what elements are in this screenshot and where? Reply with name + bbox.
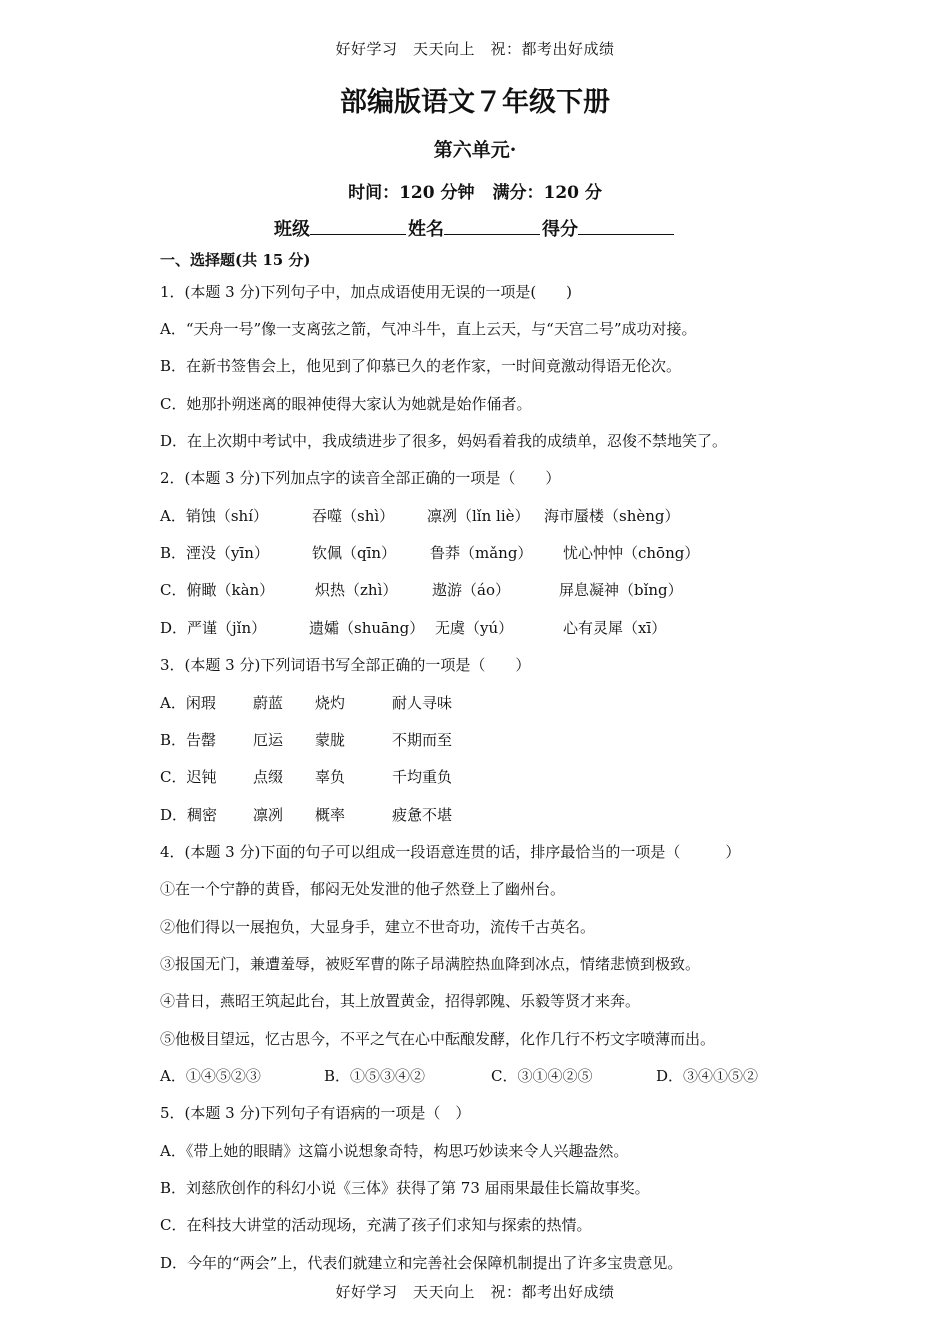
- question-5-option-d: D．今年的“两会”上，代表们就建立和完善社会保障机制提出了许多宝贵意见。: [160, 1254, 683, 1272]
- option-cell: B．①⑤③④②: [324, 1067, 426, 1085]
- class-label: 班级: [274, 219, 310, 240]
- option-cell: B．告罄: [160, 731, 217, 749]
- option-cell: 疲惫不堪: [392, 806, 453, 824]
- option-cell: B．湮没（yīn）: [160, 544, 269, 562]
- score-blank: [578, 214, 674, 235]
- question-1-stem: 1．(本题 3 分)下列句子中，加点成语使用无误的一项是( ): [160, 283, 573, 301]
- option-cell: 钦佩（qīn）: [312, 544, 397, 562]
- question-4-sentence-3: ③报国无门，兼遭羞辱，被贬军曹的陈子昂满腔热血降到冰点，情绪悲愤到极致。: [160, 955, 701, 973]
- option-cell: 耐人寻味: [392, 694, 453, 712]
- question-5-option-b: B．刘慈欣创作的科幻小说《三体》获得了第 73 届雨果最佳长篇故事奖。: [160, 1179, 650, 1197]
- option-cell: C．俯瞰（kàn）: [160, 581, 275, 599]
- document-title: 部编版语文７年级下册: [340, 87, 610, 118]
- option-cell: 炽热（zhì）: [315, 581, 398, 599]
- exam-time: 时间：120 分钟: [348, 183, 475, 203]
- option-cell: C．③①④②⑤: [491, 1067, 593, 1085]
- question-4-stem: 4．(本题 3 分)下面的句子可以组成一段语意连贯的话，排序最恰当的一项是（ ）: [160, 843, 741, 861]
- option-cell: A．闲瑕: [160, 694, 216, 712]
- question-5-option-c: C．在科技大讲堂的活动现场，充满了孩子们求知与探索的热情。: [160, 1216, 592, 1234]
- page-footer: 好好学习 天天向上 祝：都考出好成绩: [335, 1283, 615, 1301]
- unit-title: 第六单元·: [433, 139, 517, 161]
- class-blank: [310, 214, 406, 235]
- option-cell: 海市蜃楼（shèng）: [544, 507, 680, 525]
- option-cell: D．③④①⑤②: [656, 1067, 759, 1085]
- option-cell: 遗孀（shuāng）: [309, 619, 425, 637]
- option-cell: 辜负: [315, 768, 346, 786]
- question-4-sentence-4: ④昔日，燕昭王筑起此台，其上放置黄金，招得郭隗、乐毅等贤才来奔。: [160, 992, 641, 1010]
- question-3-stem: 3．(本题 3 分)下列词语书写全部正确的一项是（ ）: [160, 656, 531, 674]
- question-4-sentence-2: ②他们得以一展抱负，大显身手，建立不世奇功，流传千古英名。: [160, 918, 596, 936]
- page-header: 好好学习 天天向上 祝：都考出好成绩: [335, 40, 615, 58]
- section-title: 一、选择题(共 15 分): [160, 251, 311, 269]
- question-2-stem: 2．(本题 3 分)下列加点字的读音全部正确的一项是（ ）: [160, 469, 561, 487]
- question-1-option-c: C．她那扑朔迷离的眼神使得大家认为她就是始作俑者。: [160, 395, 532, 413]
- option-cell: A．销蚀（shí）: [160, 507, 268, 525]
- option-cell: 千均重负: [392, 768, 453, 786]
- option-cell: 心有灵犀（xī）: [563, 619, 667, 637]
- question-5-stem: 5．(本题 3 分)下列句子有语病的一项是（ ）: [160, 1104, 471, 1122]
- option-cell: 屏息凝神（bǐng）: [559, 581, 683, 599]
- option-cell: 蔚蓝: [253, 694, 284, 712]
- question-1-option-d: D．在上次期中考试中，我成绩进步了很多，妈妈看着我的成绩单，忍俊不禁地笑了。: [160, 432, 728, 450]
- option-cell: 鲁莽（mǎng）: [430, 544, 533, 562]
- question-4-sentence-5: ⑤他极目望远，忆古思今，不平之气在心中酝酿发酵，化作几行不朽文字喷薄而出。: [160, 1030, 716, 1048]
- option-cell: 凛冽: [253, 806, 284, 824]
- option-cell: 忧心忡忡（chōng）: [563, 544, 700, 562]
- option-cell: 概率: [315, 806, 346, 824]
- option-cell: C．迟钝: [160, 768, 217, 786]
- option-cell: D．严谨（jǐn）: [160, 619, 267, 637]
- option-cell: 凛冽（lǐn liè）: [427, 507, 530, 525]
- score-label: 得分: [542, 219, 578, 240]
- name-label: 姓名: [408, 219, 444, 240]
- exam-info: [0, 178, 950, 203]
- option-cell: 吞噬（shì）: [312, 507, 395, 525]
- option-cell: A．①④⑤②③: [160, 1067, 261, 1085]
- question-4-sentence-1: ①在一个宁静的黄昏，郁闷无处发泄的他孑然登上了幽州台。: [160, 880, 566, 898]
- name-blank: [444, 214, 540, 235]
- option-cell: 遨游（áo）: [432, 581, 510, 599]
- option-cell: 不期而至: [392, 731, 453, 749]
- question-5-option-a: A．《带上她的眼睛》这篇小说想象奇特，构思巧妙读来令人兴趣盎然。: [160, 1142, 629, 1160]
- option-cell: 烧灼: [315, 694, 346, 712]
- question-1-option-a: A．“天舟一号”像一支离弦之箭，气冲斗牛，直上云天，与“天宫二号”成功对接。: [160, 320, 697, 338]
- option-cell: D．稠密: [160, 806, 218, 824]
- question-1-option-b: B．在新书签售会上，他见到了仰慕已久的老作家，一时间竟激动得语无伦次。: [160, 357, 682, 375]
- option-cell: 点缀: [253, 768, 284, 786]
- option-cell: 厄运: [253, 731, 284, 749]
- student-info-fields: [0, 214, 950, 241]
- option-cell: 无虞（yú）: [435, 619, 514, 637]
- exam-full-score: 满分：120 分: [492, 183, 602, 203]
- option-cell: 蒙胧: [315, 731, 346, 749]
